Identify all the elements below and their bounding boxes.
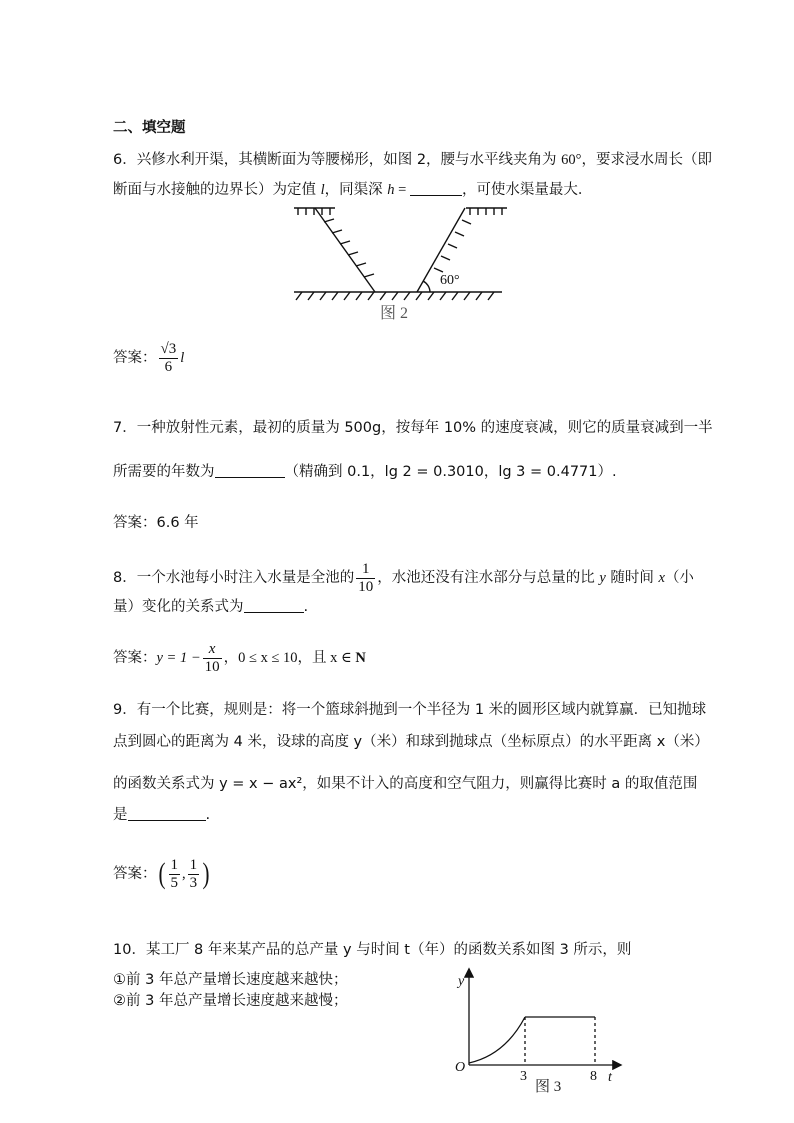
q9-line2: 点到圆心的距离为 4 米，设球的高度 y（米）和球到抛球点（坐标原点）的水平距离 x（米） bbox=[113, 734, 709, 750]
q6-line2-post: ，可使水渠量最大． bbox=[461, 182, 593, 198]
q7-line1: 7．一种放射性元素，最初的质量为 500g，按每年 10% 的速度衰减，则它的质量衰减到一半 bbox=[113, 420, 713, 436]
q9-answer-blank bbox=[128, 806, 206, 821]
q10-option-2: ②前 3 年总产量增长速度越来越慢； bbox=[113, 993, 348, 1009]
q7-answer: 答案：6.6 年 bbox=[113, 515, 199, 531]
q6-line1-post: ，要求浸水周长（即 bbox=[581, 152, 712, 168]
q6-answer-label: 答案： bbox=[113, 350, 157, 366]
figure-2-angle-label: 60° bbox=[440, 273, 460, 288]
figure-3-tick-8: 8 bbox=[590, 1069, 597, 1084]
q7-answer-blank bbox=[215, 463, 285, 478]
q8-answer-blank bbox=[244, 598, 304, 613]
q6-line1 bbox=[113, 150, 712, 170]
q8-var-x: x bbox=[658, 570, 665, 586]
q8-answer-pre: y = 1 − bbox=[156, 650, 201, 666]
q8-answer-fraction-numerator: x bbox=[203, 641, 222, 659]
q8-line1-mid2: 随时间 bbox=[605, 570, 659, 586]
q6-var-l: l bbox=[320, 182, 325, 198]
figure-3-caption: 图 3 bbox=[535, 1079, 562, 1095]
q9-line3: 的函数关系式为 y = x − ax²，如果不计入的高度和空气阻力，则赢得比赛时 a 的取值范围 bbox=[113, 776, 698, 792]
q8-answer bbox=[113, 638, 366, 678]
q6-answer-blank bbox=[410, 181, 462, 196]
q6-answer-var: l bbox=[180, 350, 185, 366]
q9-line4-post: . bbox=[205, 807, 211, 823]
q9-answer-left-paren: ( bbox=[158, 857, 165, 890]
section-title: 二、填空题 bbox=[113, 120, 186, 136]
q10-line1: 10．某工厂 8 年来某产品的总产量 y 与时间 t（年）的函数关系如图 3 所示，则 bbox=[113, 942, 632, 958]
q9-answer-fraction-1-denominator: 5 bbox=[170, 874, 178, 891]
q6-answer bbox=[113, 338, 184, 378]
figure-3-graph bbox=[445, 965, 635, 1095]
q9-line4-pre: 是 bbox=[113, 807, 128, 823]
q10-option-1: ①前 3 年总产量增长速度越来越快； bbox=[113, 972, 348, 988]
q9-answer-label: 答案： bbox=[113, 866, 157, 882]
q6-answer-denominator: 6 bbox=[164, 358, 173, 375]
q8-line2 bbox=[113, 597, 308, 617]
q6-eq: = bbox=[394, 182, 410, 198]
q8-fraction bbox=[356, 561, 375, 596]
figure-3-y-label: y bbox=[458, 974, 465, 989]
q9-answer-comma: , bbox=[182, 866, 186, 882]
q8-line1 bbox=[113, 558, 694, 598]
q7-line2-post: （精确到 0.1，lg 2 = 0.3010，lg 3 = 0.4771）. bbox=[284, 464, 617, 480]
q6-var-h: h bbox=[387, 182, 395, 198]
q9-answer-right-paren: ) bbox=[202, 857, 210, 890]
q6-line1-pre: 6．兴修水利开渠，其横断面为等腰梯形，如图 2，腰与水平线夹角为 bbox=[113, 152, 562, 168]
q9-answer-fraction-1 bbox=[169, 857, 181, 892]
q9-answer-fraction-2 bbox=[188, 857, 200, 892]
q8-line2-pre: 量）变化的关系式为 bbox=[113, 599, 244, 615]
q8-line1-pre: 8．一个水池每小时注入水量是全池的 bbox=[113, 570, 355, 586]
q8-fraction-denominator: 10 bbox=[358, 578, 374, 595]
figure-2-channel bbox=[280, 200, 520, 325]
q8-fraction-numerator: 1 bbox=[356, 561, 375, 579]
q9-line1: 9．有一个比赛，规则是：将一个篮球斜抛到一个半径为 1 米的圆形区域内就算赢．已知抛球 bbox=[113, 702, 707, 718]
figure-2-caption: 图 2 bbox=[380, 305, 409, 322]
figure-3-t-label: t bbox=[608, 1070, 612, 1085]
q6-line2-pre: 断面与水接触的边界长）为定值 bbox=[113, 182, 321, 198]
q9-answer-fraction-1-numerator: 1 bbox=[170, 856, 178, 873]
q6-answer-numerator: √3 bbox=[160, 340, 177, 357]
q8-answer-label: 答案： bbox=[113, 650, 157, 666]
q6-angle: 60° bbox=[561, 152, 582, 168]
figure-3-tick-3: 3 bbox=[520, 1069, 527, 1084]
figure-3-curve bbox=[469, 1017, 525, 1063]
q9-line4 bbox=[113, 805, 210, 825]
q9-answer bbox=[113, 852, 211, 896]
q7-line2 bbox=[113, 462, 617, 482]
q8-answer-fraction bbox=[203, 641, 222, 676]
figure-3-origin-label: O bbox=[455, 1060, 466, 1075]
q6-line2-mid: ，同渠深 bbox=[324, 182, 388, 198]
q8-answer-fraction-denominator: 10 bbox=[204, 658, 220, 675]
q9-answer-fraction-2-denominator: 3 bbox=[189, 874, 198, 891]
q8-line2-post: . bbox=[303, 599, 309, 615]
q7-line2-pre: 所需要的年数为 bbox=[113, 464, 215, 480]
q8-var-y: y bbox=[599, 570, 606, 586]
q6-answer-fraction bbox=[159, 341, 179, 376]
q8-answer-post: ，0 ≤ x ≤ 10，且 x ∈ bbox=[223, 650, 356, 666]
q8-answer-set: N bbox=[355, 650, 366, 666]
q8-line1-mid: ，水池还没有注水部分与总量的比 bbox=[377, 570, 600, 586]
q9-answer-fraction-2-numerator: 1 bbox=[189, 856, 198, 873]
q6-line2 bbox=[113, 180, 592, 200]
q8-line1-post: （小 bbox=[664, 570, 694, 586]
